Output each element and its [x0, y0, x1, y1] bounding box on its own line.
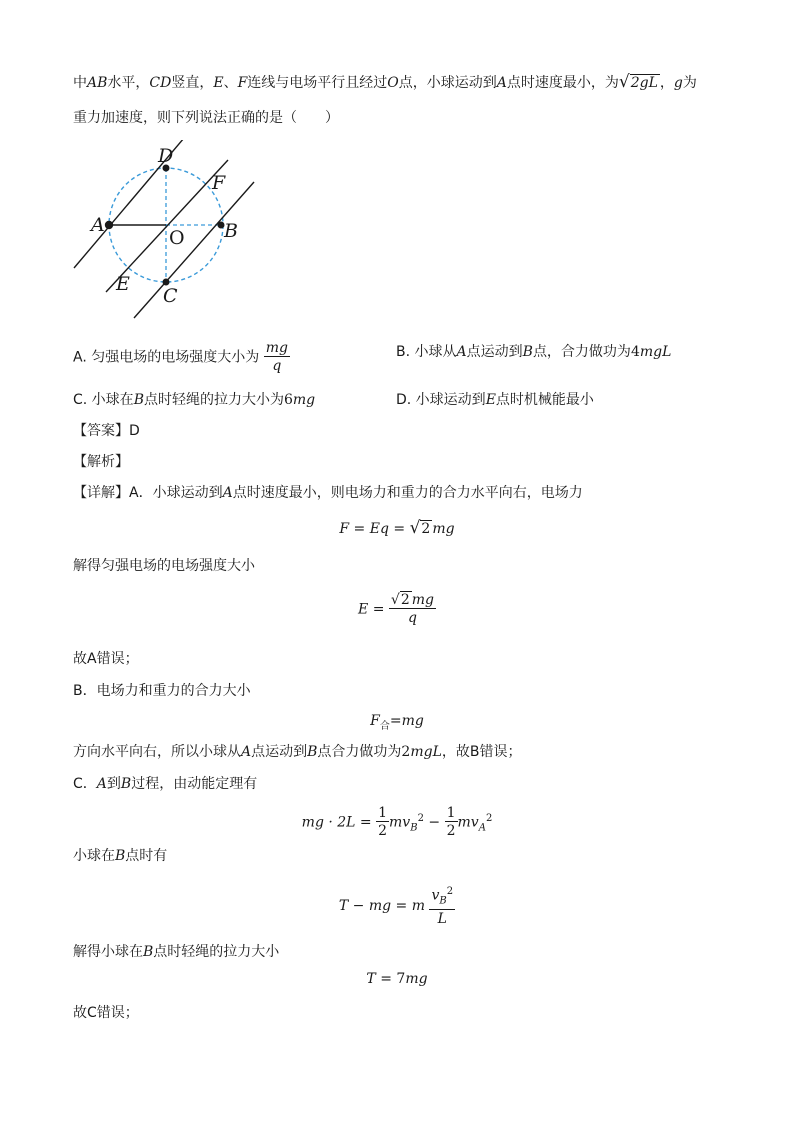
eq-sign: = [349, 521, 370, 537]
label-a: A [91, 214, 105, 236]
text: 中 [73, 75, 87, 91]
text: C． [73, 776, 97, 792]
text: 点运动到 [251, 744, 308, 760]
text: 点时有 [125, 848, 168, 864]
field-line-3 [134, 182, 254, 318]
text: 水平， [107, 75, 150, 91]
coefficient: 6 [283, 392, 293, 408]
eq-lhs: T [366, 971, 376, 987]
var-o: O [387, 75, 399, 91]
question-line-1 [73, 72, 697, 93]
minus-sign: − [423, 814, 445, 831]
detail-line-5 [73, 742, 522, 762]
var-a: A [222, 485, 233, 501]
var-b: B [307, 744, 318, 760]
equation-5 [0, 884, 794, 928]
label-f: F [212, 172, 226, 194]
text: 为 [682, 75, 697, 91]
sqrt-content: 2 [400, 592, 410, 608]
option-d-text: D. 小球运动到 [396, 392, 486, 408]
var-f: F [237, 75, 248, 91]
radical-sign: √ [390, 592, 400, 608]
eq-subscript: 合 [379, 720, 390, 732]
text: 方向水平向右，所以小球从 [73, 744, 241, 760]
option-a-text: A. 匀强电场的电场强度大小为 [73, 349, 260, 366]
fraction-denominator: 2 [378, 823, 388, 839]
var-b: B [115, 848, 126, 864]
value: mgL [410, 744, 442, 760]
text: 连线与电场平行且经过 [247, 75, 388, 91]
numerator-rest: mg [411, 592, 434, 608]
fraction-numerator: 1 [378, 805, 388, 821]
detail-line-3: 故A错误； [73, 651, 139, 667]
term-2-sup: 2 [485, 812, 493, 824]
fraction-numerator [429, 884, 455, 910]
equation-3 [0, 711, 794, 737]
var-a: A [96, 776, 107, 792]
text: 到 [106, 776, 121, 792]
var-b: B [522, 344, 533, 360]
eq4-fraction-1 [376, 805, 389, 840]
option-a-fraction [264, 340, 290, 375]
text: 过程，由动能定理有 [131, 776, 258, 792]
term-2-sub: A [478, 822, 486, 834]
point-a [105, 221, 113, 229]
text: 点时轻绳的拉力大小 [153, 944, 280, 960]
answer-value: D [129, 423, 140, 439]
option-d[interactable] [396, 390, 594, 410]
var-e: E [213, 75, 224, 91]
var-ab: AB [87, 75, 108, 91]
label-e: E [116, 273, 130, 295]
detail-line-8 [73, 942, 279, 962]
eq-lhs: F [370, 713, 380, 729]
eq-m: m [411, 898, 426, 915]
detail-line-2: 解得匀强电场的电场强度大小 [73, 558, 255, 574]
text: 【详解】A．小球运动到 [73, 485, 223, 501]
eq-rhs: mg [401, 713, 424, 729]
radical-sign: √ [618, 72, 630, 92]
value: mgL [639, 344, 672, 360]
detail-line-4: B．电场力和重力的合力大小 [73, 683, 251, 699]
text: 点时速度最小，则电场力和重力的合力水平向右，电场力 [232, 485, 583, 501]
fraction-numerator: 1 [446, 805, 456, 821]
var-a: A [241, 744, 252, 760]
radical-sign: √ [409, 518, 421, 538]
eq-sign: = [375, 971, 397, 987]
var-a: A [496, 75, 507, 91]
option-c-text: C. 小球在 [73, 392, 134, 408]
option-b[interactable] [396, 342, 671, 362]
var-b: B [133, 392, 144, 408]
coefficient: 2 [401, 744, 411, 760]
text: 点，合力做功为 [532, 344, 631, 360]
term-1-sup: 2 [417, 812, 424, 824]
value: mg [292, 392, 316, 408]
text: ，故B错误； [441, 744, 522, 760]
text: 竖直， [171, 75, 214, 91]
text: 点时机械能最小 [495, 392, 594, 408]
fraction-denominator: 2 [446, 823, 456, 839]
text: 点时轻绳的拉力大小为 [143, 392, 284, 408]
coefficient: 4 [630, 344, 640, 360]
text: 点运动到 [466, 344, 523, 360]
option-c[interactable] [73, 390, 315, 410]
eq-rhs: mg [405, 971, 428, 987]
var-b: B [120, 776, 132, 792]
text: 点合力做功为 [317, 744, 402, 760]
text: ， [659, 75, 674, 91]
equation-2 [0, 592, 794, 627]
eq4-fraction-2 [445, 805, 458, 840]
fraction-numerator: mg [265, 340, 288, 356]
term-2: mv [457, 814, 479, 831]
eq5-fraction [429, 884, 455, 928]
text: 点，小球运动到 [398, 75, 497, 91]
text: 点时速度最小，为 [506, 75, 619, 91]
text: 小球在 [73, 848, 115, 864]
label-d: D [158, 145, 174, 167]
label-o: O [169, 227, 185, 249]
term-1: mv [389, 814, 411, 831]
sqrt-content: 2 [421, 521, 431, 537]
label-b: B [224, 220, 238, 242]
coefficient: 7 [396, 971, 406, 987]
term-1-sub: B [410, 822, 418, 834]
detail-line-1 [73, 483, 583, 503]
var-cd: CD [149, 75, 172, 91]
analysis-label: 【解析】 [73, 454, 129, 470]
eq-rhs: mg [432, 521, 455, 537]
var-g: g [673, 75, 683, 91]
text: 解得小球在 [73, 944, 143, 960]
sqrt-content: 2gL [630, 75, 658, 91]
option-b-text: B. 小球从 [396, 344, 457, 360]
option-a[interactable] [73, 340, 290, 375]
equation-4 [0, 805, 794, 840]
eq-sign: = [389, 713, 402, 729]
eq-sign: = [355, 814, 377, 831]
eq-lhs: E [358, 601, 369, 618]
label-c: C [163, 285, 178, 307]
eq-lhs: T − mg [338, 898, 392, 915]
equation-6 [0, 969, 794, 989]
detail-line-6 [73, 774, 257, 794]
numerator-sup: 2 [446, 886, 454, 897]
eq-lhs: mg · 2L [301, 814, 356, 831]
equation-1 [0, 518, 794, 539]
var-a: A [456, 344, 467, 360]
fraction-denominator: q [407, 610, 417, 626]
var-b: B [143, 944, 154, 960]
eq-lhs: F [339, 521, 350, 537]
eq2-fraction [389, 592, 436, 627]
question-line-2: 重力加速度，则下列说法正确的是（ ） [73, 110, 339, 126]
eq-mid: Eq [369, 521, 389, 537]
eq-sign: = [388, 521, 410, 537]
eq-sign: = [368, 601, 389, 618]
fraction-numerator [389, 592, 436, 609]
var-e: E [485, 392, 496, 408]
eq-sign: = [391, 898, 412, 915]
fraction-denominator: L [437, 911, 447, 928]
numerator-sub: B [439, 895, 447, 907]
answer-line [73, 421, 140, 441]
text: 、 [223, 75, 238, 91]
detail-line-7 [73, 846, 167, 866]
physics-figure [60, 140, 260, 320]
answer-label: 【答案】 [73, 423, 129, 439]
fraction-denominator: q [272, 358, 282, 374]
detail-line-9: 故C错误； [73, 1005, 139, 1021]
numerator-v: v [431, 887, 440, 904]
